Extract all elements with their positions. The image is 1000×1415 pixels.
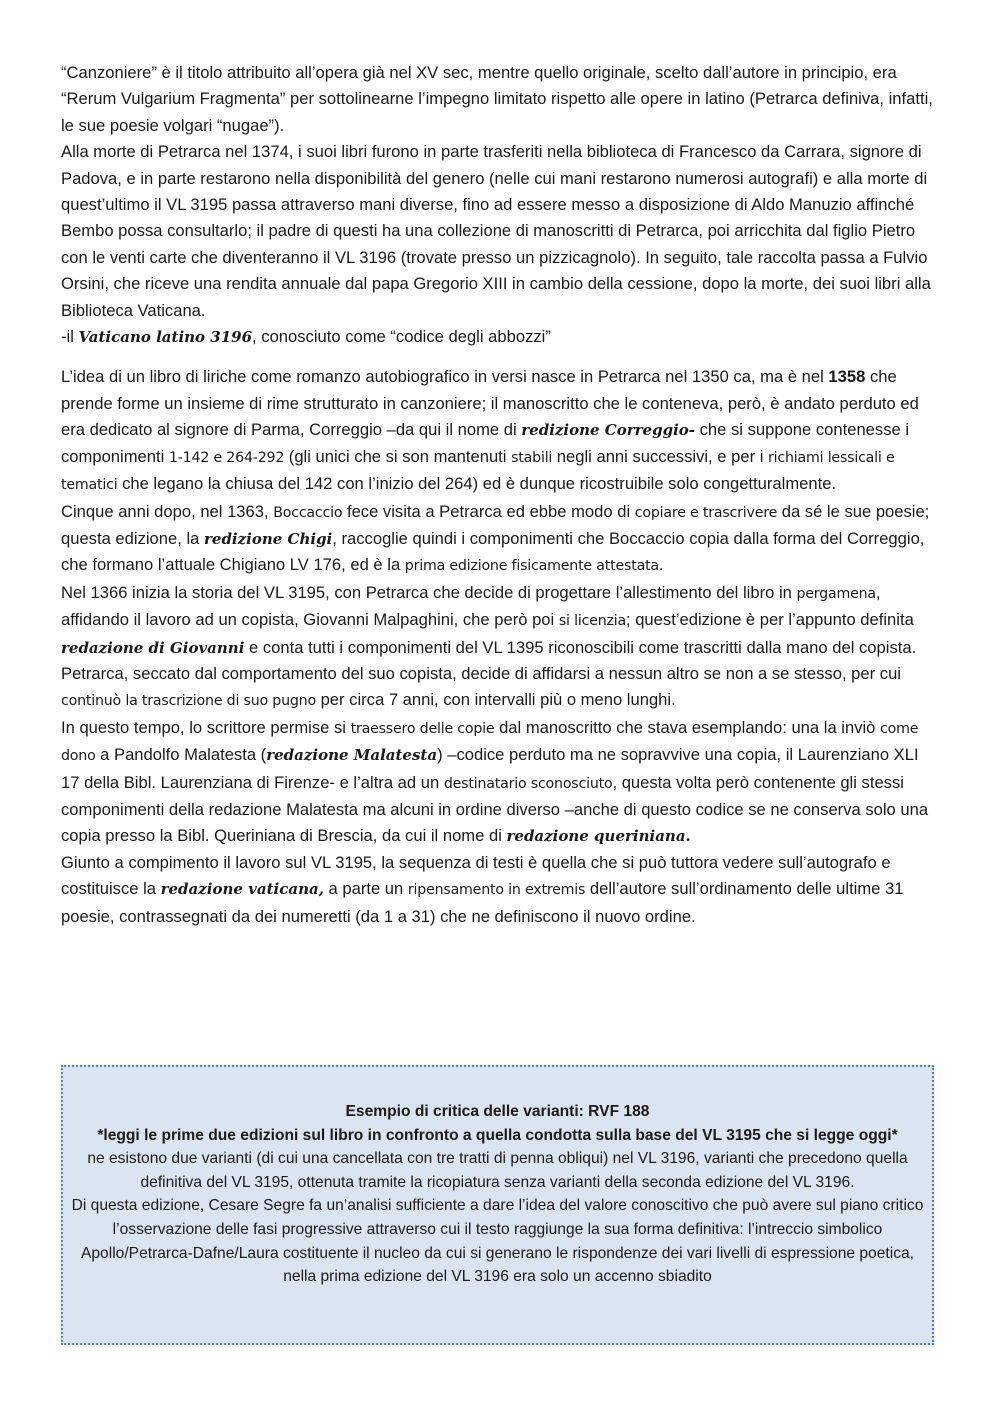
text: e conta tutti i componimenti del VL 1395 riconoscibili come trascritti dalla mano del copista. xyxy=(244,637,917,657)
paragraph-manuscript-history xyxy=(61,139,941,324)
callout-body-1: ne esistono due varianti (di cui una cancellata con tre tratti di penna obliqui) nel VL 3196, varianti che precedono quella definitiva del VL 3195, ottenuta tramite la ricopiatura senza varianti della seconda edizione del VL 3196. xyxy=(87,1150,908,1191)
paragraph-redazione-correggio xyxy=(61,364,941,498)
callout-body-2: Di questa edizione, Cesare Segre fa un’analisi sufficiente a dare l’idea del valore conoscitivo che può avere sul piano critico l’osservazione delle fasi progressive attraverso cui il testo raggiunge la sua forma definitiva: l’intreccio simbolico Apollo/Petrarca-Dafne/Laura costituente il nucleo da cui si generano le rispondenze dei vari livelli di espressione poetica, nella prima edizione del VL 3196 era solo un accenno sbiadito xyxy=(71,1197,924,1286)
text: , questa volta però contenente gli stessi componimenti della redazione Malatesta ma alcuni in ordine diverso –anche di questo codice se ne conserva solo una copia presso la Bibl. Queriniana di Brescia, da cui il nome di xyxy=(61,772,929,846)
handwritten-note: richiami lessicali e tematici xyxy=(61,449,895,494)
paragraph-redazione-giovanni xyxy=(61,580,941,661)
text: L’idea di un libro di liriche come romanzo autobiografico in versi nasce in Petrarca nel 1350 ca, ma è nel xyxy=(61,367,829,387)
handwritten-term: redazione Malatesta xyxy=(266,746,438,765)
document-body xyxy=(61,60,941,930)
text: che si suppone contenesse i componimenti xyxy=(61,420,910,466)
text: negli anni successivi, e per i xyxy=(552,446,769,466)
text: -il xyxy=(61,327,79,347)
text: Cinque anni dopo, nel 1363, xyxy=(61,501,274,521)
handwritten-note: ripensamento in extremis xyxy=(407,882,586,899)
paragraph-redazione-chigi xyxy=(61,499,941,580)
text: che legano la chiusa del 142 con l’inizio del 264) ed è dunque ricostruibile solo congetturalmente. xyxy=(117,474,837,494)
text: fece visita a Petrarca ed ebbe modo di xyxy=(342,501,635,521)
handwritten-term: Vaticano latino 3196 xyxy=(78,328,253,347)
text: “Canzoniere” è il titolo attribuito all’opera già nel XV sec, mentre quello originale, scelto dall’autore in principio, era “Rerum Vulgarium Fragmenta” per sottolinearne l’impegno limitato rispetto alle opere in latino (Petrarca definiva, infatti, le sue poesie volgari “nugae”). xyxy=(61,63,933,135)
handwritten-note: si licenzia xyxy=(558,613,626,630)
handwritten-term: redizione Chigi xyxy=(204,529,333,548)
text: da sé le sue poesie; questa edizione, la xyxy=(61,501,930,548)
text: a Pandolfo Malatesta ( xyxy=(95,745,267,765)
text: che prende forme un insieme di rime strutturato in canzoniere; il manoscritto che le conteneva, però, è andato perduto ed era dedicato al signore di Parma, Correggio –da qui il nome di xyxy=(61,367,919,440)
handwritten-term: redazione vaticana, xyxy=(160,880,324,899)
callout-title: Esempio di critica delle varianti: RVF 188 xyxy=(345,1103,650,1120)
handwritten-note: copiare e trascrivere xyxy=(634,504,778,521)
handwritten-term: redazione queriniana. xyxy=(506,827,691,846)
text: Nel 1366 inizia la storia del VL 3195, con Petrarca che decide di progettare l’allestimento del libro in xyxy=(61,582,797,602)
text: Giunto a compimento il lavoro sul VL 3195, la sequenza di testi è quella che si può tuttora vedere sull’autografo e costituisce la xyxy=(61,852,891,899)
text: . xyxy=(658,555,664,575)
paragraph-title-origin xyxy=(61,60,941,139)
bold-year: 1358 xyxy=(828,367,866,387)
handwritten-note: stabili xyxy=(511,449,553,466)
text: dell’autore sull’ordinamento delle ultime 31 poesie, contrassegnati da dei numeretti (da 1 a 31) che ne definiscono il nuovo ordine. xyxy=(61,879,904,926)
handwritten-note: come dono xyxy=(61,720,919,765)
text: , raccoglie quindi i componimenti che Boccaccio copia dalla forma del Correggio, che formano l’attuale Chigiano LV 176, ed è la xyxy=(61,528,925,575)
text: per circa 7 anni, con intervalli più o meno lunghi. xyxy=(315,690,676,710)
text: Petrarca, seccato dal comportamento del suo copista, decide di affidarsi a nessun altro se non a se stesso, per cui xyxy=(61,663,901,683)
paragraph-redazione-vaticana xyxy=(61,850,941,930)
example-callout-box xyxy=(61,1065,934,1345)
text: a parte un xyxy=(323,879,408,899)
handwritten-term: redizione Correggio- xyxy=(521,421,696,440)
paragraph-copista xyxy=(61,661,941,715)
text: In questo tempo, lo scrittore permise si xyxy=(61,717,351,737)
handwritten-note: continuò la trascrizione di suo pugno xyxy=(61,693,316,710)
text: dal manoscritto che stava esemplando: una la inviò xyxy=(494,717,881,737)
handwritten-note: pergamena xyxy=(796,585,876,602)
handwritten-term: redazione di Giovanni xyxy=(61,638,245,657)
text: , affidando il lavoro ad un copista, Giovanni Malpaghini, che però poi xyxy=(61,582,881,630)
text: (gli unici che si son mantenuti xyxy=(284,446,512,466)
paragraph-malatesta-queriniana xyxy=(61,715,941,850)
text: , conosciuto come “codice degli abbozzi” xyxy=(252,327,551,347)
handwritten-note: prima edizione fisicamente attestata xyxy=(404,558,659,575)
handwritten-note: traessero delle copie xyxy=(350,720,495,737)
handwritten-note: 1-142 e 264-292 xyxy=(168,449,285,466)
text: ) –codice perduto ma ne sopravvive una copia, il Laurenziano XLI 17 della Bibl. Laurenziana di Firenze- e l’altra ad un xyxy=(61,745,919,792)
text: Alla morte di Petrarca nel 1374, i suoi libri furono in parte trasferiti nella biblioteca di Francesco da Carrara, signore di Padova, e in parte restarono nella disponibilità del genero (nelle cui mani restarono numerosi autografi) e alla morte di quest’ultimo il VL 3195 passa attraverso mani diverse, fino ad essere messo a disposizione di Aldo Manuzio affinché Bembo possa consultarlo; il padre di questi ha una collezione di manoscritti di Petrarca, poi arricchita dal figlio Pietro con le venti carte che diventeranno il VL 3196 (trovate presso un pizzicagnolo). In seguito, tale raccolta passa a Fulvio Orsini, che riceve una rendita annuale dal papa Gregorio XIII in cambio della cessione, dopo la morte, dei suoi libri alla Biblioteca Vaticana. xyxy=(61,142,931,320)
handwritten-note: Boccaccio xyxy=(273,504,343,521)
paragraph-vaticano-3196 xyxy=(61,324,941,350)
text: ; quest’edizione è per l’appunto definita xyxy=(625,610,914,630)
callout-subtitle: *leggi le prime due edizioni sul libro in confronto a quella condotta sulla base del VL 3195 che si legge oggi* xyxy=(97,1126,898,1144)
handwritten-note: destinatario sconosciuto xyxy=(443,775,613,792)
